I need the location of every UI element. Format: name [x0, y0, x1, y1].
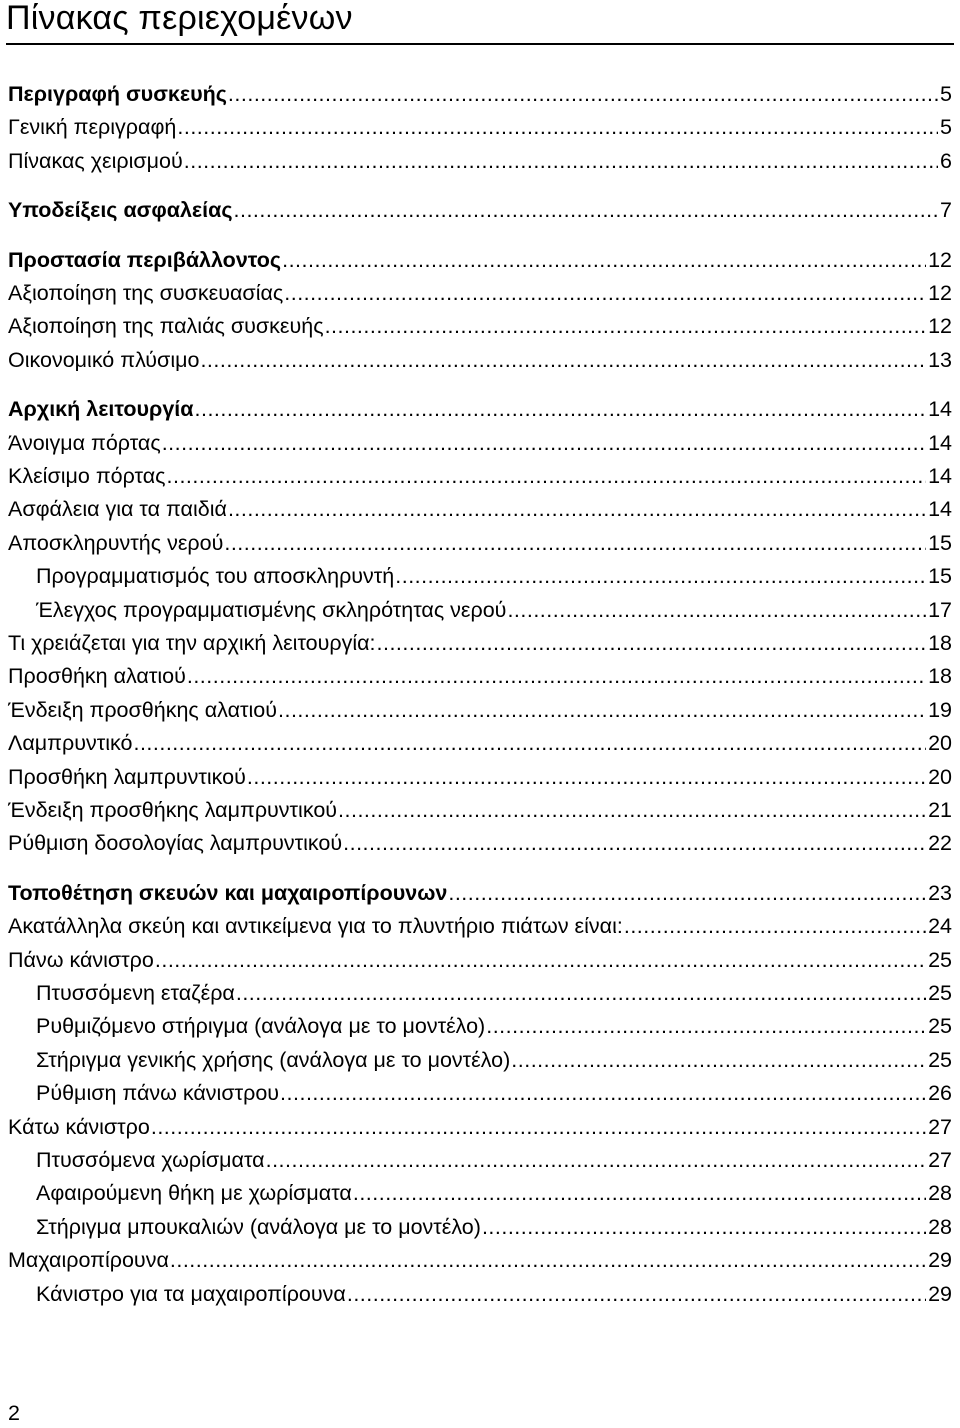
dot-leader: [353, 1178, 926, 1208]
dot-leader: [282, 245, 926, 275]
dot-leader: [228, 494, 926, 524]
toc-entry-page: 22: [928, 831, 952, 855]
toc-entry[interactable]: [36, 1045, 952, 1075]
toc-entry-page: 15: [928, 531, 952, 555]
dot-leader: [234, 195, 939, 225]
toc-entry[interactable]: [8, 1112, 952, 1142]
toc-entry-label: Ρυθμιζόμενο στήριγμα (ανάλογα με το μοντέλο): [36, 1014, 486, 1038]
toc-entry-page: 5: [940, 115, 952, 139]
toc-entry-page: 27: [928, 1148, 952, 1172]
toc-entry[interactable]: [36, 1178, 952, 1208]
dot-leader: [155, 945, 926, 975]
toc-entry-page: 29: [928, 1248, 952, 1272]
toc-entry[interactable]: [8, 428, 952, 458]
toc-entry-page: 21: [928, 798, 952, 822]
dot-leader: [338, 795, 926, 825]
toc-entry-page: 5: [940, 82, 952, 106]
dot-leader: [224, 528, 926, 558]
toc-entry-page: 18: [928, 664, 952, 688]
dot-leader: [482, 1212, 926, 1242]
toc-heading[interactable]: [8, 394, 952, 424]
toc-entry[interactable]: [8, 628, 952, 658]
toc-entry-label: Αξιοποίηση της συσκευασίας: [8, 281, 284, 305]
toc-entry[interactable]: [8, 146, 952, 176]
page-title: Πίνακας περιεχομένων: [6, 0, 353, 37]
toc-entry[interactable]: [8, 1245, 952, 1275]
toc-entry-page: 27: [928, 1115, 952, 1139]
toc-entry[interactable]: [36, 561, 952, 591]
toc-entry-label: Αξιοποίηση της παλιάς συσκευής: [8, 314, 324, 338]
toc-entry[interactable]: [8, 278, 952, 308]
dot-leader: [170, 1245, 926, 1275]
toc-entry-label: Άνοιγμα πόρτας: [8, 431, 161, 455]
dot-leader: [200, 345, 926, 375]
toc-heading[interactable]: [8, 878, 952, 908]
toc-entry[interactable]: [8, 112, 952, 142]
toc-entry-page: 12: [928, 248, 952, 272]
toc-entry-page: 7: [940, 198, 952, 222]
dot-leader: [162, 428, 926, 458]
toc-entry-label: Λαμπρυντικό: [8, 731, 133, 755]
toc-entry[interactable]: [8, 494, 952, 524]
toc-entry[interactable]: [8, 911, 952, 941]
toc-entry-page: 25: [928, 1014, 952, 1038]
toc-entry-label: Αφαιρούμενη θήκη με χωρίσματα: [36, 1181, 352, 1205]
dot-leader: [377, 628, 927, 658]
toc-entry-page: 26: [928, 1081, 952, 1105]
toc-entry-label: Πτυσσόμενα χωρίσματα: [36, 1148, 265, 1172]
toc-entry-label: Αρχική λειτουργία: [8, 397, 194, 421]
toc-entry-page: 17: [928, 598, 952, 622]
toc-entry-label: Γενική περιγραφή: [8, 115, 177, 139]
toc-entry[interactable]: [8, 311, 952, 341]
toc-entry-page: 14: [928, 497, 952, 521]
dot-leader: [511, 1045, 926, 1075]
dot-leader: [280, 1078, 926, 1108]
toc-entry-label: Ένδειξη προσθήκης αλατιού: [8, 698, 278, 722]
toc-entry-label: Ρύθμιση δοσολογίας λαμπρυντικού: [8, 831, 343, 855]
toc-entry-page: 13: [928, 348, 952, 372]
toc-entry-label: Πτυσσόμενη εταζέρα: [36, 981, 235, 1005]
toc-entry-page: 20: [928, 765, 952, 789]
toc-entry-page: 12: [928, 281, 952, 305]
toc-entry[interactable]: [8, 461, 952, 491]
dot-leader: [507, 595, 926, 625]
toc-entry-page: 12: [928, 314, 952, 338]
toc-entry[interactable]: [36, 1011, 952, 1041]
toc-entry-label: Κλείσιμο πόρτας: [8, 464, 166, 488]
toc-entry[interactable]: [36, 595, 952, 625]
toc-entry[interactable]: [8, 762, 952, 792]
dot-leader: [247, 762, 926, 792]
toc-entry[interactable]: [8, 661, 952, 691]
dot-leader: [195, 394, 927, 424]
toc-entry[interactable]: [8, 828, 952, 858]
title-divider: [6, 43, 954, 45]
toc-entry-page: 6: [940, 149, 952, 173]
toc-entry-page: 14: [928, 431, 952, 455]
dot-leader: [151, 1112, 926, 1142]
toc-entry[interactable]: [8, 528, 952, 558]
toc-entry-label: Πάνω κάνιστρο: [8, 948, 154, 972]
dot-leader: [448, 878, 926, 908]
toc-entry-label: Στήριγμα μπουκαλιών (ανάλογα με το μοντέλο): [36, 1215, 481, 1239]
toc-entry-label: Κάνιστρο για τα μαχαιροπίρουνα: [36, 1282, 346, 1306]
toc-entry-label: Προγραμματισμός του αποσκληρυντή: [36, 564, 395, 588]
dot-leader: [486, 1011, 926, 1041]
dot-leader: [278, 695, 926, 725]
dot-leader: [395, 561, 926, 591]
toc-entry-label: Έλεγχος προγραμματισμένης σκληρότητας νερού: [36, 598, 507, 622]
toc-entry-page: 19: [928, 698, 952, 722]
toc-entry-page: 28: [928, 1215, 952, 1239]
dot-leader: [167, 461, 927, 491]
dot-leader: [133, 728, 926, 758]
dot-leader: [236, 978, 926, 1008]
dot-leader: [228, 79, 938, 109]
toc-entry-page: 25: [928, 948, 952, 972]
toc-entry[interactable]: [8, 795, 952, 825]
toc-entry-page: 18: [928, 631, 952, 655]
toc-entry-label: Αποσκληρυντής νερού: [8, 531, 224, 555]
toc-entry-label: Τι χρειάζεται για την αρχική λειτουργία:: [8, 631, 376, 655]
toc-heading[interactable]: [8, 79, 952, 109]
toc-entry-page: 14: [928, 464, 952, 488]
dot-leader: [347, 1279, 926, 1309]
toc-entry[interactable]: [36, 978, 952, 1008]
toc-entry-page: 25: [928, 981, 952, 1005]
toc-entry-page: 15: [928, 564, 952, 588]
toc-entry[interactable]: [36, 1078, 952, 1108]
toc-entry-label: Προστασία περιβάλλοντος: [8, 248, 282, 272]
page-number: 2: [8, 1401, 20, 1425]
toc-entry[interactable]: [8, 728, 952, 758]
toc-entry-label: Κάτω κάνιστρο: [8, 1115, 150, 1139]
toc-entry-label: Τοποθέτηση σκευών και μαχαιροπίρουνων: [8, 881, 448, 905]
toc-entry-page: 25: [928, 1048, 952, 1072]
toc-entry-label: Ασφάλεια για τα παιδιά: [8, 497, 227, 521]
toc-entry-label: Ένδειξη προσθήκης λαμπρυντικού: [8, 798, 338, 822]
toc-entry-label: Στήριγμα γενικής χρήσης (ανάλογα με το μοντέλο): [36, 1048, 511, 1072]
dot-leader: [343, 828, 926, 858]
toc-entry-page: 29: [928, 1282, 952, 1306]
dot-leader: [187, 661, 926, 691]
dot-leader: [325, 311, 927, 341]
toc-entry-label: Ρύθμιση πάνω κάνιστρου: [36, 1081, 280, 1105]
toc-entry[interactable]: [8, 345, 952, 375]
toc-entry[interactable]: [36, 1145, 952, 1175]
toc-entry-label: Ακατάλληλα σκεύη και αντικείμενα για το πλυντήριο πιάτων είναι:: [8, 914, 623, 938]
toc-entry-page: 24: [928, 914, 952, 938]
toc-entry[interactable]: [36, 1279, 952, 1309]
toc-entry-page: 28: [928, 1181, 952, 1205]
toc-entry-label: Υποδείξεις ασφαλείας: [8, 198, 233, 222]
toc-entry-label: Προσθήκη αλατιού: [8, 664, 186, 688]
dot-leader: [266, 1145, 926, 1175]
dot-leader: [284, 278, 926, 308]
toc-entry[interactable]: [8, 695, 952, 725]
toc-entry-label: Πίνακας χειρισμού: [8, 149, 183, 173]
dot-leader: [184, 146, 938, 176]
toc-entry-page: 23: [928, 881, 952, 905]
toc-entry-label: Προσθήκη λαμπρυντικού: [8, 765, 246, 789]
toc-entry[interactable]: [36, 1212, 952, 1242]
toc-entry-page: 20: [928, 731, 952, 755]
toc-entry-label: Οικονομικό πλύσιμο: [8, 348, 200, 372]
toc-entry-page: 14: [928, 397, 952, 421]
toc-heading[interactable]: [8, 195, 952, 225]
dot-leader: [624, 911, 926, 941]
toc-entry-label: Περιγραφή συσκευής: [8, 82, 227, 106]
toc-heading[interactable]: [8, 245, 952, 275]
dot-leader: [177, 112, 938, 142]
toc-entry-label: Μαχαιροπίρουνα: [8, 1248, 169, 1272]
toc-entry[interactable]: [8, 945, 952, 975]
